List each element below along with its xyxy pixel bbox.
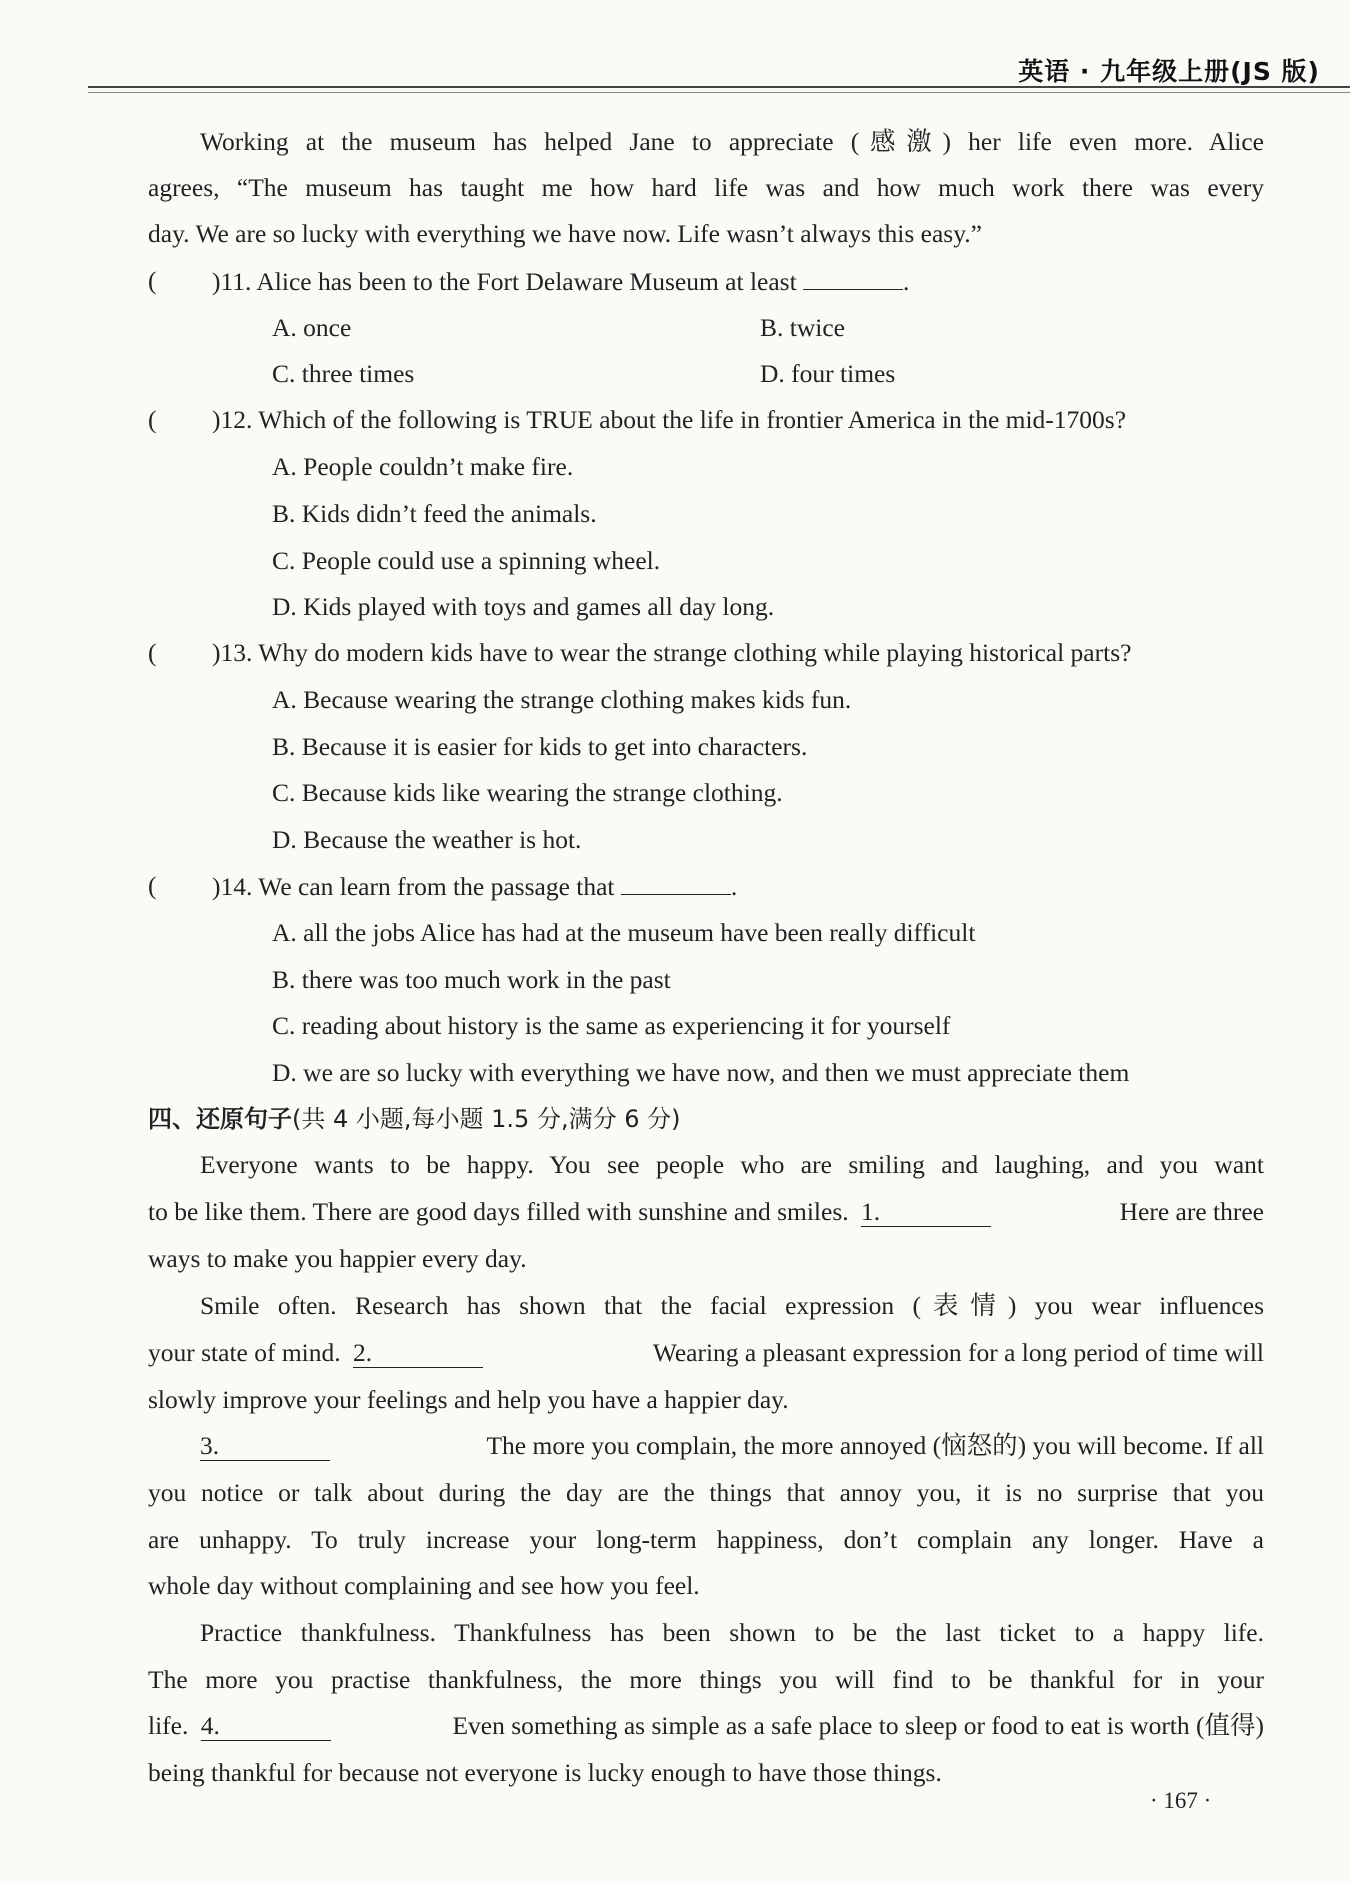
answer-blank-3[interactable]: 3. bbox=[200, 1432, 330, 1461]
option-a: A. People couldn’t make fire. bbox=[272, 452, 574, 481]
passage-line: Smile often. Research has shown that the facial expression (表情) you wear influences bbox=[200, 1291, 1264, 1320]
passage-text: Wearing a pleasant expression for a long period of time will bbox=[652, 1338, 1264, 1367]
section-scoring: (共 4 小题,每小题 1.5 分,满分 6 分) bbox=[292, 1105, 681, 1133]
option-a: A. all the jobs Alice has had at the museum have been really difficult bbox=[272, 918, 976, 947]
question-stem bbox=[212, 263, 909, 300]
passage-text: Even something as simple as a safe place to sleep or food to eat is worth (值得) bbox=[452, 1711, 1264, 1740]
passage-line: whole day without complaining and see how you feel. bbox=[148, 1571, 700, 1600]
passage-line: slowly improve your feelings and help you have a happier day. bbox=[148, 1385, 789, 1414]
option-a: A. once bbox=[272, 313, 352, 342]
option-d: D. four times bbox=[760, 359, 896, 388]
option-a: A. Because wearing the strange clothing makes kids fun. bbox=[272, 685, 852, 714]
passage-line: Practice thankfulness. Thankfulness has been shown to be the last ticket to a happy life. bbox=[200, 1618, 1264, 1647]
passage-text: to be like them. There are good days filled with sunshine and smiles. bbox=[148, 1197, 849, 1226]
passage-line bbox=[148, 1708, 1264, 1744]
section-title: 四、还原句子 bbox=[148, 1105, 292, 1133]
option-d: D. Because the weather is hot. bbox=[272, 825, 582, 854]
question-end: . bbox=[730, 872, 738, 901]
question-number: )12. bbox=[212, 405, 253, 434]
question-text: Why do modern kids have to wear the strange clothing while playing historical parts? bbox=[258, 638, 1132, 667]
question-text: Alice has been to the Fort Delaware Museum at least bbox=[256, 267, 797, 296]
option-c: C. Because kids like wearing the strange clothing. bbox=[272, 778, 783, 807]
passage-text: your state of mind. bbox=[148, 1338, 341, 1367]
passage-text: life. bbox=[148, 1711, 189, 1740]
passage-line: being thankful for because not everyone is lucky enough to have those things. bbox=[148, 1758, 942, 1787]
passage-line: agrees, “The museum has taught me how hard life was and how much work there was every bbox=[148, 173, 1264, 202]
option-b: B. there was too much work in the past bbox=[272, 965, 671, 994]
option-c: C. reading about history is the same as experiencing it for yourself bbox=[272, 1011, 951, 1040]
section-heading bbox=[148, 1101, 680, 1137]
page-number: · 167 · bbox=[1150, 1788, 1212, 1813]
passage-line: day. We are so lucky with everything we have now. Life wasn’t always this easy.” bbox=[148, 219, 983, 248]
question-text: We can learn from the passage that bbox=[258, 872, 615, 901]
option-b: B. Kids didn’t feed the animals. bbox=[272, 499, 597, 528]
question-end: . bbox=[903, 267, 910, 296]
header-rule bbox=[88, 86, 1350, 88]
answer-paren: ( bbox=[148, 871, 157, 900]
passage-text: The more you complain, the more annoyed (恼怒的) you will become. If all bbox=[486, 1431, 1264, 1460]
passage-line: Everyone wants to be happy. You see people who are smiling and laughing, and you want bbox=[200, 1150, 1264, 1179]
option-b: B. Because it is easier for kids to get into characters. bbox=[272, 732, 808, 761]
question-number: )13. bbox=[212, 638, 253, 667]
option-c: C. People could use a spinning wheel. bbox=[272, 546, 661, 575]
answer-blank-4[interactable]: 4. bbox=[201, 1712, 331, 1741]
question-text: Which of the following is TRUE about the life in frontier America in the mid-1700s? bbox=[258, 405, 1127, 434]
question-stem bbox=[212, 402, 1126, 438]
question-number: )14. bbox=[212, 872, 253, 901]
passage-line: Working at the museum has helped Jane to appreciate (感激) her life even more. Alice bbox=[200, 127, 1264, 156]
passage-text: Here are three bbox=[1119, 1197, 1264, 1226]
answer-paren: ( bbox=[148, 266, 157, 295]
book-title: 英语 · 九年级上册(JS 版) bbox=[1018, 57, 1320, 86]
option-d: D. Kids played with toys and games all day long. bbox=[272, 592, 775, 621]
option-b: B. twice bbox=[760, 313, 845, 342]
option-d: D. we are so lucky with everything we have now, and then we must appreciate them bbox=[272, 1058, 1130, 1087]
answer-blank[interactable] bbox=[803, 263, 903, 290]
passage-line: ways to make you happier every day. bbox=[148, 1244, 527, 1273]
header-rule-thin bbox=[88, 92, 1350, 93]
passage-line: are unhappy. To truly increase your long-term happiness, don’t complain any longer. Have a bbox=[148, 1525, 1264, 1554]
answer-paren: ( bbox=[148, 405, 157, 434]
question-stem bbox=[212, 868, 737, 905]
answer-paren: ( bbox=[148, 638, 157, 667]
passage-line bbox=[148, 1335, 1264, 1371]
answer-blank-2[interactable]: 2. bbox=[353, 1339, 483, 1368]
passage-line bbox=[200, 1428, 1264, 1464]
option-c: C. three times bbox=[272, 359, 415, 388]
answer-blank-1[interactable]: 1. bbox=[861, 1198, 991, 1227]
passage-line: The more you practise thankfulness, the more things you will find to be thankful for in your bbox=[148, 1665, 1264, 1694]
question-stem bbox=[212, 635, 1131, 671]
passage-line: you notice or talk about during the day are the things that annoy you, it is no surprise that you bbox=[148, 1478, 1264, 1507]
passage-line bbox=[148, 1194, 1264, 1230]
question-number: )11. bbox=[212, 267, 252, 296]
answer-blank[interactable] bbox=[621, 868, 731, 895]
